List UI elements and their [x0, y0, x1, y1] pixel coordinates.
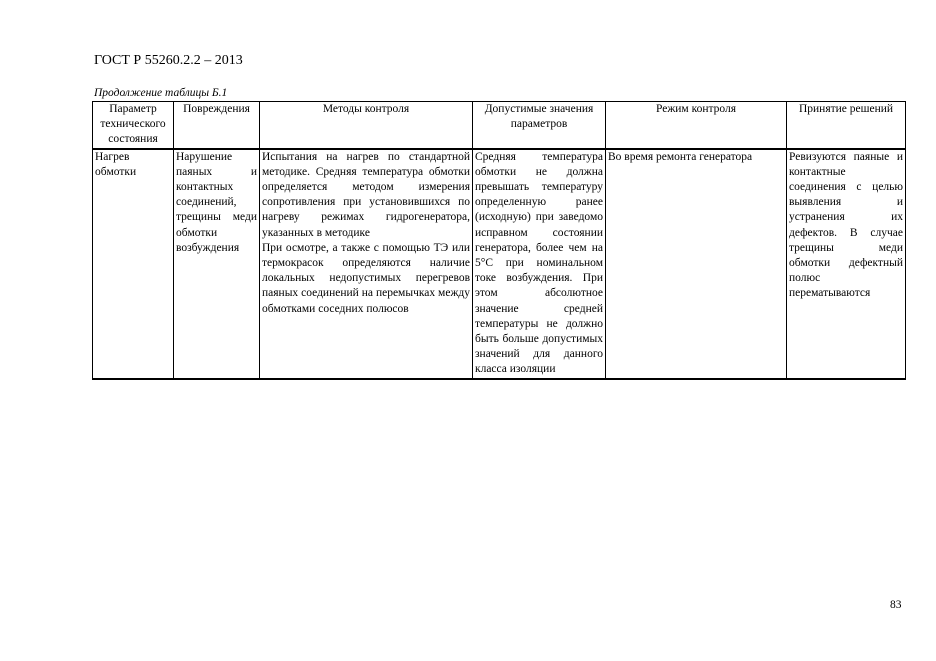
- cell-control-mode: Во время ремонта генератора: [606, 149, 787, 379]
- cell-allowed-values: Средняя температура обмотки не должна превышать температуру определенную ранее (исходную) при заведомо исправном состоянии генератора, более чем на 5°С при номинальном токе возбуждения. При этом абсолютное значение средней температуры не должно быть больше допустимых значений для данного класса изоляции: [473, 149, 606, 379]
- page-number: 83: [890, 599, 902, 611]
- methods-paragraph-1: Испытания на нагрев по стандартной методике. Средняя температура обмотки определяется методом измерения сопротивления при установившихся по нагреву режимах гидрогенератора, указанных в методике: [262, 150, 470, 239]
- table-row: [93, 149, 906, 379]
- cell-parameter: Нагрев обмотки: [93, 149, 174, 379]
- header-parameter: Параметр технического состояния: [93, 102, 174, 149]
- header-damage: Повреждения: [174, 102, 260, 149]
- header-methods: Методы контроля: [260, 102, 473, 149]
- header-control-mode: Режим контроля: [606, 102, 787, 149]
- header-decision: Принятие решений: [787, 102, 906, 149]
- cell-methods: [260, 149, 473, 379]
- table-header-row: [93, 102, 906, 149]
- cell-decision: Ревизуются паяные и контактные соединения с целью выявления и устранения их дефектов. В случае трещины меди обмотки дефектный полюс перематываются: [787, 149, 906, 379]
- header-allowed-values: Допустимые значения параметров: [473, 102, 606, 149]
- table-continuation-label: Продолжение таблицы Б.1: [94, 87, 228, 99]
- cell-damage: Нарушение паяных и контактных соединений, трещины меди обмотки возбуждения: [174, 149, 260, 379]
- methods-paragraph-2: При осмотре, а также с помощью ТЭ или термокрасок определяются наличие локальных недопустимых перегревов паяных соединений на перемычках между обмотками соседних полюсов: [262, 241, 470, 315]
- document-title: ГОСТ Р 55260.2.2 – 2013: [94, 53, 243, 68]
- inspection-table: [92, 101, 906, 380]
